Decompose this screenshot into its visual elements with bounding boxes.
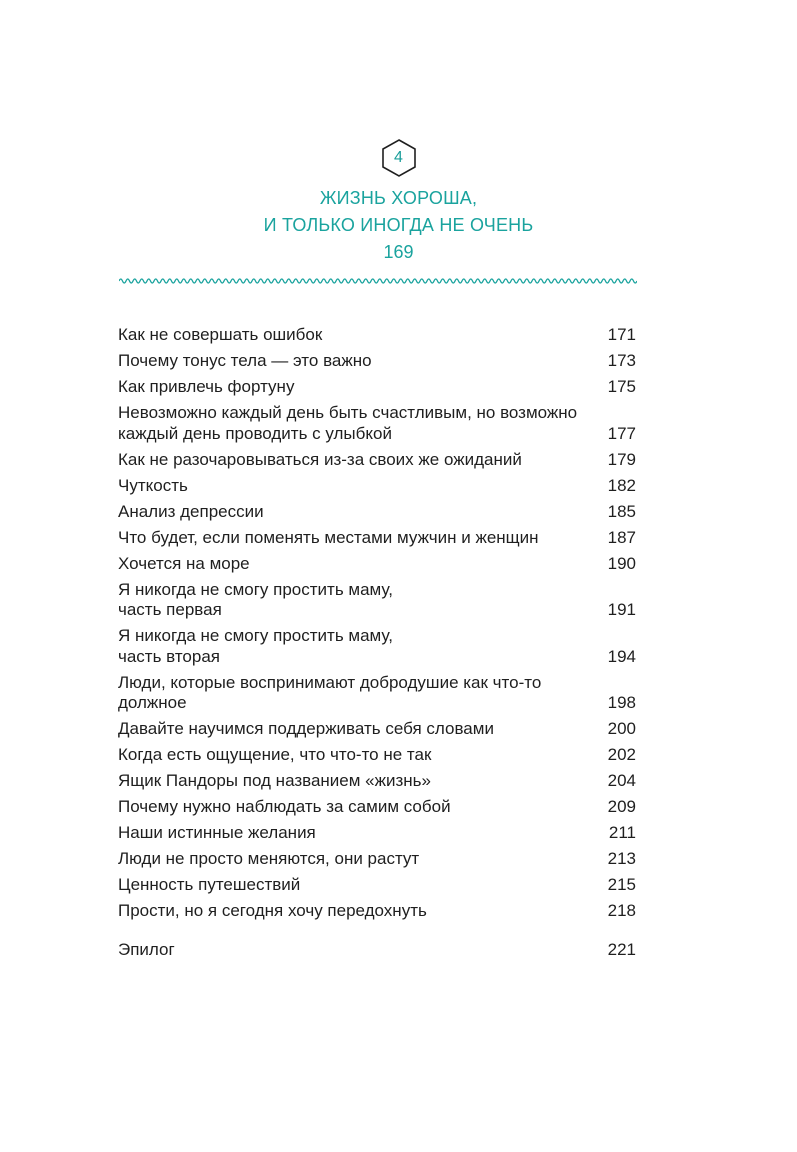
toc-item-title — [118, 580, 608, 621]
toc-item-page: 187 — [607, 527, 636, 547]
toc-item-page: 185 — [607, 501, 636, 521]
toc-item-page: 182 — [607, 475, 636, 495]
toc-item-page: 213 — [607, 849, 636, 868]
toc-item-page: 179 — [607, 449, 636, 469]
wave-divider — [119, 276, 637, 286]
toc-item[interactable] — [118, 901, 636, 922]
toc-item-title-line1: Я никогда не смогу простить маму, — [118, 579, 393, 599]
toc-item[interactable] — [118, 771, 636, 792]
toc-item-title: Как не совершать ошибок — [118, 325, 323, 344]
toc-item-title-line1: Люди, которые воспринимают добродушие как что-то — [118, 672, 542, 692]
chapter-title-line1: ЖИЗНЬ ХОРОША, — [319, 188, 478, 208]
chapter-header — [0, 138, 797, 266]
toc-item-page: 198 — [607, 693, 636, 712]
toc-item[interactable] — [118, 797, 636, 818]
epilog-page: 221 — [607, 940, 636, 959]
toc-item-title: Ценность путешествий — [118, 875, 301, 894]
toc-item[interactable] — [118, 626, 636, 667]
toc-item[interactable] — [118, 325, 636, 346]
toc-item-title: Люди не просто меняются, они растут — [118, 849, 420, 868]
toc-item-page: 209 — [607, 797, 636, 816]
toc-item-title — [118, 673, 608, 714]
toc-item[interactable] — [118, 403, 636, 444]
toc-item-title: Когда есть ощущение, что что-то не так — [118, 745, 432, 764]
toc-item-page: 204 — [607, 771, 636, 790]
toc-item-title: Как не разочаровываться из-за своих же ожиданий — [118, 449, 522, 469]
toc-item[interactable] — [118, 450, 636, 471]
toc-item[interactable] — [118, 377, 636, 398]
toc-item-page: 177 — [607, 423, 636, 443]
chapter-page-number: 169 — [383, 242, 414, 262]
chapter-number: 4 — [394, 149, 403, 166]
toc-item-title: Наши истинные желания — [118, 823, 316, 842]
toc-item-page: 215 — [607, 875, 636, 894]
toc-item-title: Как привлечь фортуну — [118, 377, 295, 396]
toc-item-title-line2: должное — [118, 693, 187, 712]
toc-item-title-line1: Я никогда не смогу простить маму, — [118, 626, 393, 645]
toc-item-page: 175 — [607, 377, 636, 396]
toc-item-title-line2: каждый день проводить с улыбкой — [118, 423, 392, 443]
toc-item-title: Анализ депрессии — [118, 501, 264, 521]
toc-item-title: Почему тонус тела — это важно — [118, 351, 372, 370]
toc-item[interactable] — [118, 719, 636, 740]
toc-item-title: Прости, но я сегодня хочу передохнуть — [118, 901, 427, 920]
toc-item-page: 200 — [607, 719, 636, 738]
chapter-title — [0, 185, 797, 239]
toc-item-title: Ящик Пандоры под названием «жизнь» — [118, 771, 431, 790]
toc-item[interactable] — [118, 502, 636, 523]
toc-item-title-line1: Невозможно каждый день быть счастливым, но возможно — [118, 403, 578, 422]
toc-item-page: 190 — [607, 553, 636, 573]
toc-item-title — [118, 403, 608, 444]
toc-item[interactable] — [118, 554, 636, 575]
toc-item-page: 211 — [608, 823, 636, 842]
toc-item-page: 191 — [607, 600, 636, 619]
toc-item[interactable] — [118, 823, 636, 844]
table-of-contents — [118, 325, 636, 927]
toc-item[interactable] — [118, 745, 636, 766]
toc-item-title-line2: часть первая — [118, 600, 222, 619]
toc-item[interactable] — [118, 849, 636, 870]
toc-item-title: Хочется на море — [118, 553, 250, 573]
chapter-number-badge — [380, 138, 418, 178]
toc-item-page: 218 — [607, 901, 636, 920]
toc-item[interactable] — [118, 673, 636, 714]
toc-item-epilog[interactable] — [118, 940, 636, 961]
toc-item-title — [118, 626, 608, 667]
toc-item-title: Чуткость — [118, 475, 188, 495]
toc-item-page: 202 — [607, 745, 636, 764]
toc-item-title: Что будет, если поменять местами мужчин и женщин — [118, 527, 539, 547]
toc-item[interactable] — [118, 875, 636, 896]
toc-item[interactable] — [118, 351, 636, 372]
toc-item-page: 194 — [607, 646, 636, 666]
toc-item-page: 173 — [607, 351, 636, 370]
toc-item-title: Почему нужно наблюдать за самим собой — [118, 797, 451, 816]
toc-item[interactable] — [118, 476, 636, 497]
toc-item-title: Давайте научимся поддерживать себя словами — [118, 719, 494, 738]
toc-item[interactable] — [118, 580, 636, 621]
toc-item-title-line2: часть вторая — [118, 646, 220, 666]
toc-item-page: 171 — [607, 325, 636, 344]
epilog-title: Эпилог — [118, 940, 175, 959]
chapter-title-line2: И ТОЛЬКО ИНОГДА НЕ ОЧЕНЬ — [263, 215, 534, 235]
toc-item[interactable] — [118, 528, 636, 549]
